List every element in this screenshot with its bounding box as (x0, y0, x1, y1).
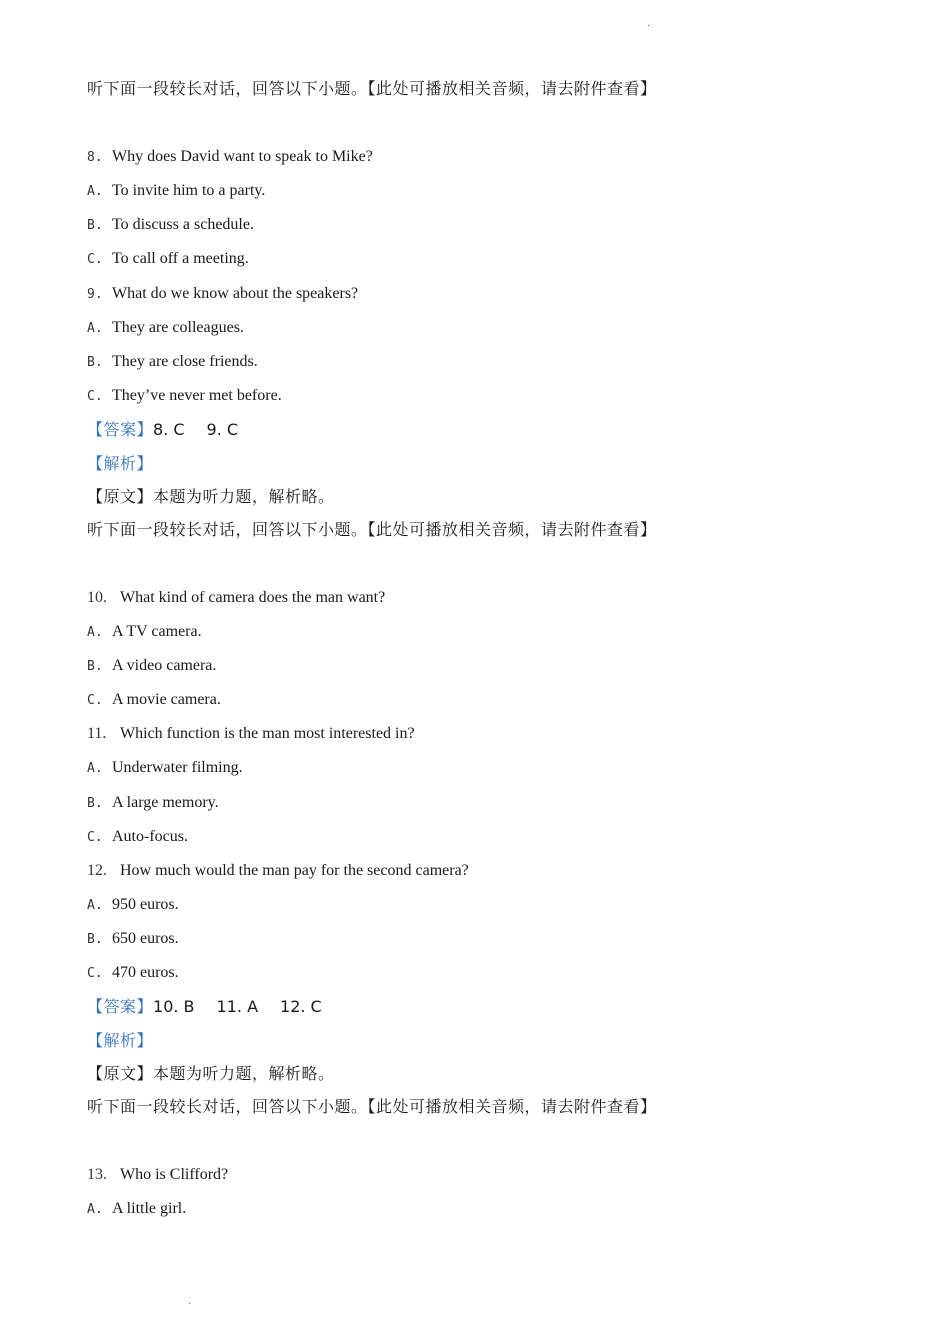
answer-value: 9. C (206, 420, 239, 439)
option-8a (87, 181, 265, 202)
option-text: A video camera. (112, 657, 217, 674)
answer-value: 11. A (216, 997, 259, 1016)
option-label: C. (87, 966, 103, 981)
analysis-label-1: 【解析】 (87, 456, 154, 473)
question-text: Why does David want to speak to Mike? (112, 148, 373, 165)
option-label: A. (87, 184, 103, 199)
option-9b (87, 352, 258, 373)
option-10a (87, 622, 202, 643)
header-mark: · (647, 21, 651, 32)
option-12c (87, 963, 179, 984)
original-text-1: 【原文】本题为听力题，解析略。 (87, 489, 335, 506)
option-9c (87, 386, 282, 407)
option-9a (87, 318, 244, 339)
answer-value: 12. C (280, 997, 322, 1016)
option-text: A little girl. (112, 1200, 187, 1217)
option-label: B. (87, 932, 103, 947)
instruction-1: 听下面一段较长对话，回答以下小题。【此处可播放相关音频，请去附件查看】 (87, 81, 657, 98)
option-label: C. (87, 252, 103, 267)
answer-line-1 (87, 420, 238, 441)
footer-mark: · (188, 1299, 192, 1310)
option-8b (87, 215, 254, 236)
option-text: 470 euros. (112, 964, 179, 981)
question-12 (87, 861, 469, 881)
option-text: 950 euros. (112, 896, 179, 913)
option-label: C. (87, 830, 103, 845)
option-label: A. (87, 1202, 103, 1217)
option-label: B. (87, 218, 103, 233)
question-number: 13. (87, 1166, 107, 1183)
option-text: A large memory. (112, 794, 219, 811)
option-11c (87, 827, 188, 848)
answer-label: 【答案】 (87, 422, 154, 439)
instruction-2: 听下面一段较长对话，回答以下小题。【此处可播放相关音频，请去附件查看】 (87, 522, 657, 539)
question-text: Which function is the man most interested in? (120, 725, 415, 742)
option-label: A. (87, 761, 103, 776)
option-text: Auto-focus. (112, 828, 188, 845)
question-text: What do we know about the speakers? (112, 285, 359, 302)
question-text: What kind of camera does the man want? (120, 589, 386, 606)
question-number: 11. (87, 725, 107, 742)
question-text: Who is Clifford? (120, 1166, 229, 1183)
option-12b (87, 929, 179, 950)
question-11 (87, 724, 415, 744)
option-text: To invite him to a party. (112, 182, 266, 199)
option-label: A. (87, 898, 103, 913)
option-text: They’ve never met before. (112, 387, 282, 404)
option-11b (87, 793, 219, 814)
option-11a (87, 758, 243, 779)
option-label: C. (87, 389, 103, 404)
option-text: They are colleagues. (112, 319, 244, 336)
option-label: C. (87, 693, 103, 708)
answer-value: 8. C (153, 420, 185, 439)
question-9 (87, 284, 358, 305)
question-10 (87, 588, 385, 608)
instruction-3: 听下面一段较长对话，回答以下小题。【此处可播放相关音频，请去附件查看】 (87, 1099, 657, 1116)
original-text-2: 【原文】本题为听力题，解析略。 (87, 1066, 335, 1083)
answer-label: 【答案】 (87, 999, 154, 1016)
option-10c (87, 690, 221, 711)
answer-line-2 (87, 997, 322, 1018)
question-8 (87, 147, 373, 168)
option-label: A. (87, 625, 103, 640)
option-text: They are close friends. (112, 353, 258, 370)
question-text: How much would the man pay for the second camera? (120, 862, 469, 879)
option-8c (87, 249, 249, 270)
option-text: 650 euros. (112, 930, 179, 947)
question-number: 12. (87, 862, 107, 879)
option-10b (87, 656, 216, 677)
option-13a (87, 1199, 186, 1220)
option-12a (87, 895, 179, 916)
option-text: To discuss a schedule. (112, 216, 254, 233)
question-13 (87, 1165, 228, 1185)
option-label: B. (87, 355, 103, 370)
option-label: A. (87, 321, 103, 336)
option-text: Underwater filming. (112, 759, 243, 776)
option-text: A movie camera. (112, 691, 221, 708)
question-number: 8. (87, 150, 103, 165)
option-label: B. (87, 659, 103, 674)
question-number: 10. (87, 589, 107, 606)
option-label: B. (87, 796, 103, 811)
answer-value: 10. B (153, 997, 195, 1016)
analysis-label-2: 【解析】 (87, 1033, 154, 1050)
question-number: 9. (87, 287, 103, 302)
option-text: To call off a meeting. (112, 250, 249, 267)
option-text: A TV camera. (112, 623, 202, 640)
